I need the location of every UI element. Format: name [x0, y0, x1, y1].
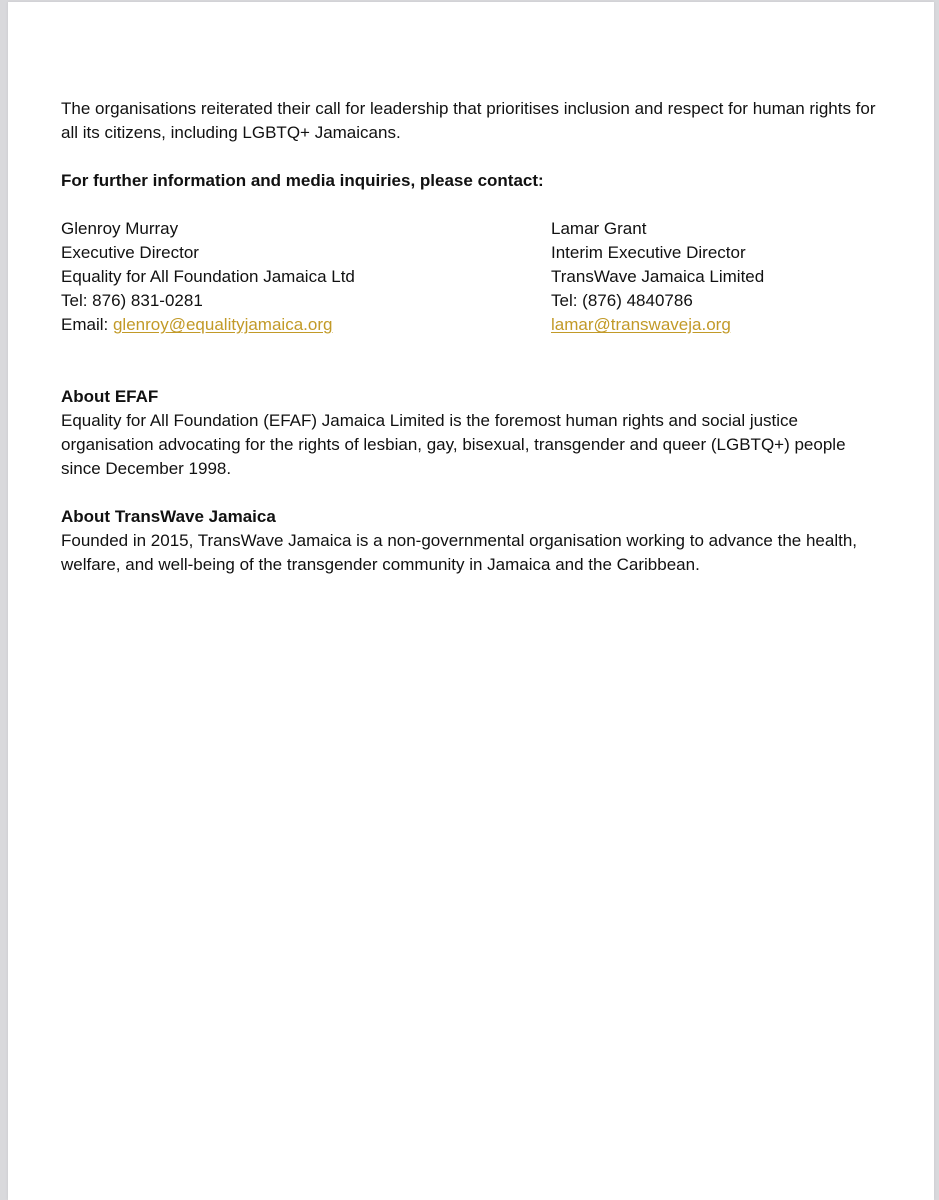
contact-transwave — [551, 217, 764, 337]
intro-paragraph: The organisations reiterated their call for leadership that prioritises inclusion and respect for human rights for all its citizens, including LGBTQ+ Jamaicans. — [61, 99, 876, 142]
document-page — [8, 2, 934, 1200]
contact-efaf — [61, 217, 355, 337]
about-transwave-heading: About TransWave Jamaica — [61, 507, 276, 526]
email-link-glenroy[interactable]: glenroy@equalityjamaica.org — [112, 315, 333, 334]
about-efaf-body: Equality for All Foundation (EFAF) Jamaica Limited is the foremost human rights and social justice organisation advocating for the rights of lesbian, gay, bisexual, transgender and queer (LGBTQ+) people since December 1998. — [61, 411, 846, 478]
contact-tel: Tel: (876) 4840786 — [551, 291, 693, 310]
contact-email-line — [61, 313, 355, 337]
about-efaf-section — [61, 385, 881, 481]
about-transwave-section — [61, 505, 881, 577]
email-link-lamar[interactable]: lamar@transwaveja.org — [551, 315, 731, 334]
contact-tel: Tel: 876) 831-0281 — [61, 291, 203, 310]
contact-heading: For further information and media inquiries, please contact: — [61, 171, 544, 190]
contact-org: Equality for All Foundation Jamaica Ltd — [61, 267, 355, 286]
contacts-block — [61, 217, 881, 339]
contact-name: Glenroy Murray — [61, 219, 179, 238]
about-efaf-heading: About EFAF — [61, 387, 159, 406]
contact-name: Lamar Grant — [551, 219, 647, 238]
contact-email-line — [551, 313, 764, 337]
contact-title: Executive Director — [61, 243, 199, 262]
contact-title: Interim Executive Director — [551, 243, 746, 262]
email-label: Email: — [61, 315, 113, 334]
document-content — [61, 97, 881, 577]
about-transwave-body: Founded in 2015, TransWave Jamaica is a non-governmental organisation working to advance the health, welfare, and well-being of the transgender community in Jamaica and the Caribbean. — [61, 531, 858, 574]
contact-org: TransWave Jamaica Limited — [551, 267, 765, 286]
